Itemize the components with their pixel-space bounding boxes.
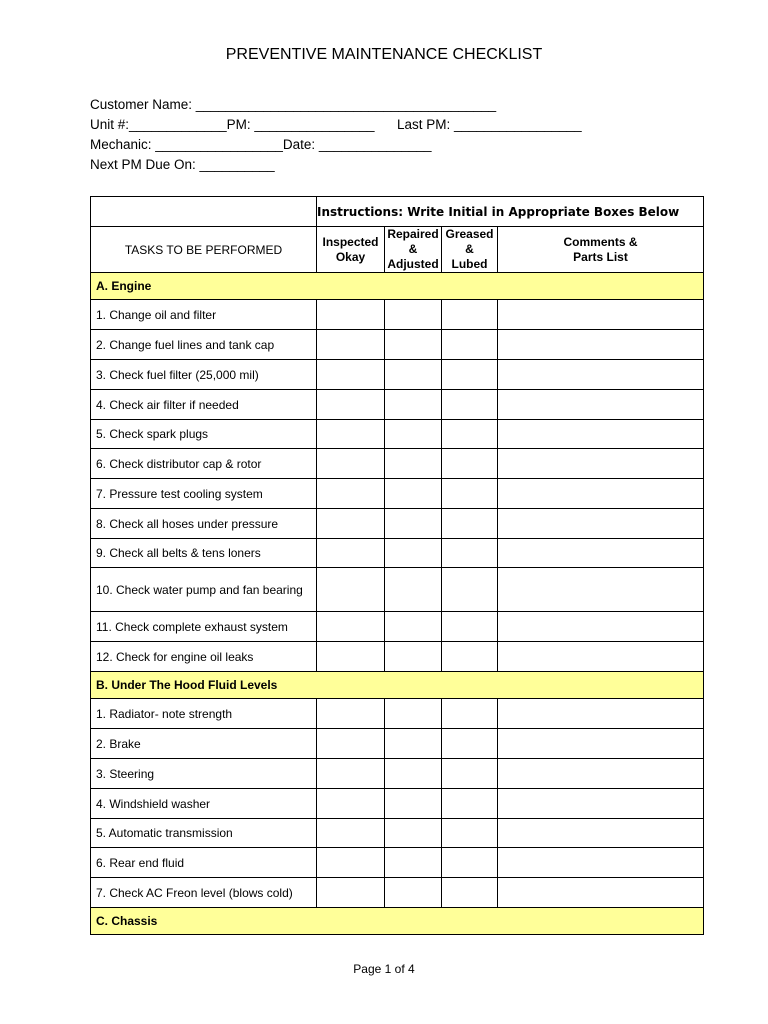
inspected-cell[interactable] [317, 729, 385, 759]
page-number: Page 1 of 4 [353, 962, 415, 976]
task-label: 2. Brake [91, 729, 317, 759]
column-header-row [91, 227, 704, 273]
task-row [91, 878, 704, 908]
mechanic-date-field: Mechanic: _________________Date: _______________ [90, 137, 432, 152]
comments-cell[interactable] [498, 300, 704, 330]
task-row [91, 420, 704, 449]
comments-cell[interactable] [498, 848, 704, 878]
comments-cell[interactable] [498, 360, 704, 390]
repaired-cell[interactable] [385, 390, 442, 420]
greased-cell[interactable] [442, 789, 498, 819]
task-label: 4. Check air filter if needed [91, 390, 317, 420]
inspected-cell[interactable] [317, 300, 385, 330]
inspected-cell[interactable] [317, 878, 385, 908]
unit-pm-field: Unit #:_____________PM: ________________ Last PM: _________________ [90, 117, 582, 132]
inspected-cell[interactable] [317, 420, 385, 449]
repaired-adjusted-header [385, 227, 442, 273]
comments-header-line2: Parts List [573, 249, 628, 264]
task-label: 1. Radiator- note strength [91, 699, 317, 729]
task-label: 4. Windshield washer [91, 789, 317, 819]
checklist-table [90, 196, 704, 935]
task-row [91, 848, 704, 878]
task-label: 5. Automatic transmission [91, 819, 317, 848]
comments-cell[interactable] [498, 878, 704, 908]
section-title: C. Chassis [91, 908, 704, 935]
repaired-cell[interactable] [385, 819, 442, 848]
inspected-cell[interactable] [317, 642, 385, 672]
greased-cell[interactable] [442, 539, 498, 568]
task-label: 2. Change fuel lines and tank cap [91, 330, 317, 360]
repaired-cell[interactable] [385, 509, 442, 539]
repaired-cell[interactable] [385, 330, 442, 360]
inspected-cell[interactable] [317, 360, 385, 390]
inspected-cell[interactable] [317, 819, 385, 848]
comments-cell[interactable] [498, 642, 704, 672]
greased-cell[interactable] [442, 612, 498, 642]
greased-cell[interactable] [442, 420, 498, 449]
inspected-header-line1: Inspected [322, 234, 379, 249]
inspected-header-line2: Okay [335, 249, 366, 264]
task-row [91, 449, 704, 479]
repaired-cell[interactable] [385, 759, 442, 789]
greased-cell[interactable] [442, 509, 498, 539]
task-row [91, 819, 704, 848]
greased-cell[interactable] [442, 479, 498, 509]
task-row [91, 789, 704, 819]
repaired-cell[interactable] [385, 642, 442, 672]
comments-cell[interactable] [498, 568, 704, 612]
inspected-cell[interactable] [317, 539, 385, 568]
greased-cell[interactable] [442, 759, 498, 789]
greased-cell[interactable] [442, 449, 498, 479]
comments-cell[interactable] [498, 390, 704, 420]
inspected-cell[interactable] [317, 612, 385, 642]
task-label: 6. Rear end fluid [91, 848, 317, 878]
repaired-cell[interactable] [385, 568, 442, 612]
repaired-cell[interactable] [385, 360, 442, 390]
greased-cell[interactable] [442, 642, 498, 672]
repaired-cell[interactable] [385, 729, 442, 759]
comments-cell[interactable] [498, 789, 704, 819]
repaired-header-line1: Repaired & [387, 227, 439, 256]
task-label: 8. Check all hoses under pressure [91, 509, 317, 539]
task-row [91, 568, 704, 612]
section-row [91, 908, 704, 935]
repaired-cell[interactable] [385, 449, 442, 479]
comments-cell[interactable] [498, 330, 704, 360]
task-label: 3. Check fuel filter (25,000 mil) [91, 360, 317, 390]
greased-header-line1: Greased & [445, 227, 494, 256]
greased-cell[interactable] [442, 568, 498, 612]
task-row [91, 612, 704, 642]
repaired-cell[interactable] [385, 479, 442, 509]
inspected-cell[interactable] [317, 509, 385, 539]
greased-lubed-header [442, 227, 498, 273]
section-title: B. Under The Hood Fluid Levels [91, 672, 704, 699]
comments-cell[interactable] [498, 479, 704, 509]
repaired-cell[interactable] [385, 789, 442, 819]
instructions-row [91, 197, 704, 227]
greased-cell[interactable] [442, 848, 498, 878]
task-row [91, 300, 704, 330]
task-label: 9. Check all belts & tens loners [91, 539, 317, 568]
comments-cell[interactable] [498, 509, 704, 539]
greased-cell[interactable] [442, 360, 498, 390]
tasks-header: TASKS TO BE PERFORMED [91, 227, 317, 273]
section-row [91, 273, 704, 300]
task-label: 1. Change oil and filter [91, 300, 317, 330]
comments-cell[interactable] [498, 759, 704, 789]
greased-cell[interactable] [442, 878, 498, 908]
repaired-header-line2: Adjusted [387, 257, 439, 271]
comments-cell[interactable] [498, 819, 704, 848]
task-row [91, 360, 704, 390]
greased-header-line2: Lubed [451, 257, 488, 271]
blank-header-cell [91, 197, 317, 227]
greased-cell[interactable] [442, 300, 498, 330]
comments-cell[interactable] [498, 699, 704, 729]
task-label: 6. Check distributor cap & rotor [91, 449, 317, 479]
inspected-cell[interactable] [317, 330, 385, 360]
repaired-cell[interactable] [385, 300, 442, 330]
task-row [91, 539, 704, 568]
task-row [91, 479, 704, 509]
greased-cell[interactable] [442, 390, 498, 420]
task-label: 3. Steering [91, 759, 317, 789]
inspected-cell[interactable] [317, 449, 385, 479]
repaired-cell[interactable] [385, 699, 442, 729]
task-row [91, 642, 704, 672]
greased-cell[interactable] [442, 330, 498, 360]
section-row [91, 672, 704, 699]
task-row [91, 390, 704, 420]
comments-header-line1: Comments & [563, 234, 638, 249]
task-label: 7. Pressure test cooling system [91, 479, 317, 509]
greased-cell[interactable] [442, 819, 498, 848]
inspected-cell[interactable] [317, 848, 385, 878]
task-row [91, 729, 704, 759]
repaired-cell[interactable] [385, 848, 442, 878]
inspected-cell[interactable] [317, 568, 385, 612]
page-title: PREVENTIVE MAINTENANCE CHECKLIST [225, 46, 543, 63]
inspected-cell[interactable] [317, 479, 385, 509]
repaired-cell[interactable] [385, 420, 442, 449]
inspected-cell[interactable] [317, 699, 385, 729]
inspected-cell[interactable] [317, 390, 385, 420]
repaired-cell[interactable] [385, 878, 442, 908]
comments-cell[interactable] [498, 612, 704, 642]
greased-cell[interactable] [442, 729, 498, 759]
task-label: 5. Check spark plugs [91, 420, 317, 449]
task-label: 11. Check complete exhaust system [91, 612, 317, 642]
task-row [91, 699, 704, 729]
greased-cell[interactable] [442, 699, 498, 729]
comments-cell[interactable] [498, 539, 704, 568]
task-label: 7. Check AC Freon level (blows cold) [91, 878, 317, 908]
task-row [91, 330, 704, 360]
inspected-cell[interactable] [317, 759, 385, 789]
comments-cell[interactable] [498, 449, 704, 479]
section-title: A. Engine [91, 273, 704, 300]
inspected-cell[interactable] [317, 789, 385, 819]
comments-cell[interactable] [498, 420, 704, 449]
instructions-text: Instructions: Write Initial in Appropriate Boxes Below [317, 197, 704, 227]
task-label: 12. Check for engine oil leaks [91, 642, 317, 672]
repaired-cell[interactable] [385, 612, 442, 642]
customer-name-field: Customer Name: ________________________________________ [90, 97, 497, 112]
task-label: 10. Check water pump and fan bearing [91, 568, 317, 612]
repaired-cell[interactable] [385, 539, 442, 568]
task-row [91, 509, 704, 539]
inspected-okay-header [317, 227, 385, 273]
comments-parts-header [498, 227, 704, 273]
next-pm-field: Next PM Due On: __________ [90, 157, 275, 172]
comments-cell[interactable] [498, 729, 704, 759]
task-row [91, 759, 704, 789]
